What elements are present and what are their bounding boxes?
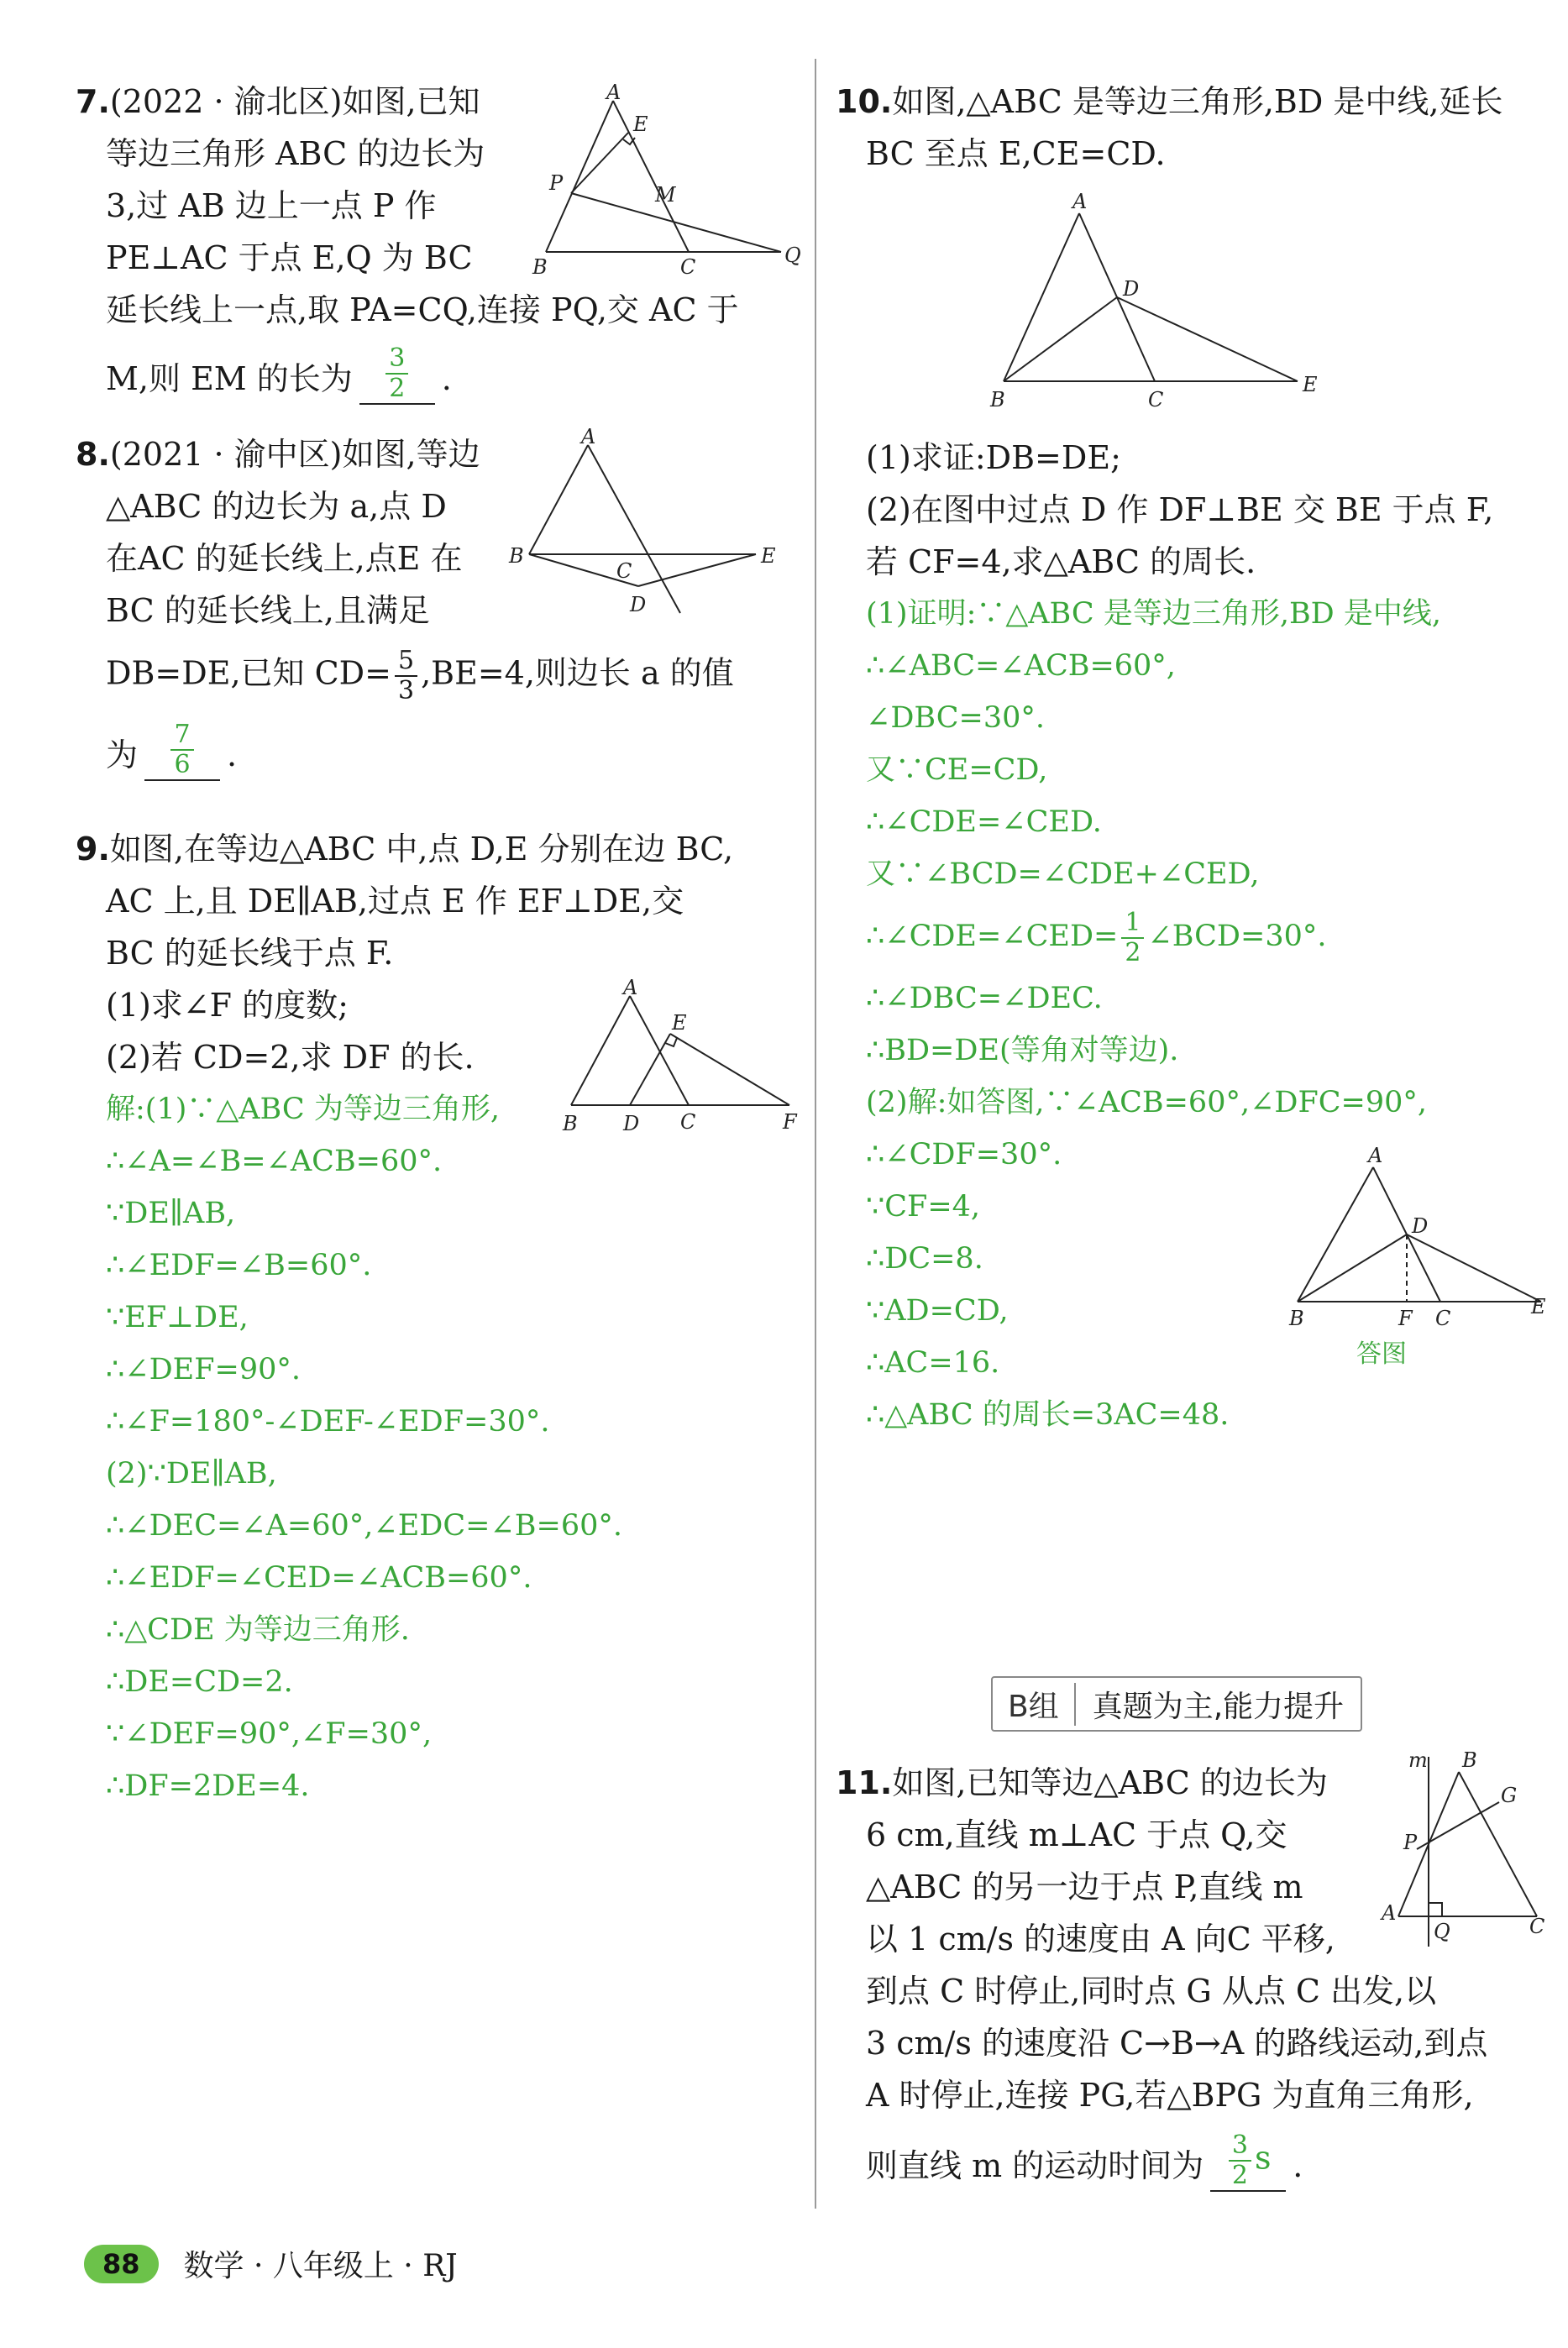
answer-line: ∴∠CDF=30°. xyxy=(866,1138,1062,1171)
cd-fraction: $\frac{5}{3}$ xyxy=(395,647,417,705)
answer-line: ∴∠CDE=∠CED= $\frac{1}{2}$ ∠BCD=30°. xyxy=(866,907,1327,967)
question-8: 8.(2021 · 渝中区)如图,等边 △ABC 的边长为 a,点 D 在AC 的延长线上,点E 在 BC 的延长线上,且满足 DB=DE,已知 CD= $\frac{5}{3}$ ,BE=4,则边长 a 的值 为 $\frac{7}{6}$ . A B C D E xyxy=(76,428,798,823)
label-P: P xyxy=(549,171,564,195)
answer-line: ∴∠ABC=∠ACB=60°, xyxy=(866,649,1176,683)
label-B: B xyxy=(1462,1748,1477,1772)
figure-q9 xyxy=(563,976,806,1147)
answer-line: ∵AD=CD, xyxy=(866,1294,1009,1328)
answer-line: ∵EF⊥DE, xyxy=(106,1301,249,1334)
label-M: M xyxy=(655,183,676,207)
half-fraction: $\frac{1}{2}$ xyxy=(1121,909,1144,967)
label-A: A xyxy=(623,976,638,999)
page-footer xyxy=(84,2242,458,2285)
answer-line: ∴∠A=∠B=∠ACB=60°. xyxy=(106,1145,443,1178)
answer-line: ∴△ABC 的周长=3AC=48. xyxy=(866,1398,1230,1432)
answer-line: (2)解:如答图,∵∠ACB=60°,∠DFC=90°, xyxy=(866,1086,1428,1119)
label-D: D xyxy=(1123,277,1140,301)
label-Q: Q xyxy=(784,244,801,267)
answer-line: ∵DE∥AB, xyxy=(106,1197,236,1230)
column-divider xyxy=(815,59,816,2209)
figure-q10-answer xyxy=(1264,1134,1546,1386)
answer-line: 解:(1)∵△ABC 为等边三角形, xyxy=(106,1093,500,1126)
question-9: 9.如图,在等边△ABC 中,点 D,E 分别在边 BC, AC 上,且 DE∥AB,过点 E 作 EF⊥DE,交 BC 的延长线于点 F. (1)求∠F 的度数; (2)若 CD=2,求 DF 的长. 解:(1)∵△ABC 为等边三角形, ∴∠A=∠B=∠ACB=60°. ∵DE∥AB, ∴∠EDF=∠B=60°. ∵EF⊥DE, ∴∠DEF=90°. ∴∠F=180°-∠DEF-∠EDF=30°. (2)∵DE∥AB, ∴∠DEC=∠A=60°,∠EDC=∠B=60°. ∴∠EDF=∠CED=∠ACB=60°. ∴△CDE 为等边三角形. ∴DE=CD=2. ∵∠DEF=90°,∠F=30°, ∴DF=2DE=4. A E B D C F xyxy=(76,823,798,1812)
label-E: E xyxy=(761,544,776,568)
label-D: D xyxy=(630,593,647,616)
answer-line: ∴∠EDF=∠B=60°. xyxy=(106,1249,372,1282)
label-C: C xyxy=(616,559,632,583)
label-E: E xyxy=(672,1011,687,1035)
answer-line: ∴∠DEF=90°. xyxy=(106,1353,301,1386)
label-D: D xyxy=(1412,1214,1429,1238)
answer-line: ∴DF=2DE=4. xyxy=(106,1769,310,1803)
answer-line: ∠DBC=30°. xyxy=(866,701,1046,735)
answer-line: ∵CF=4, xyxy=(866,1190,981,1224)
right-column xyxy=(836,76,1546,1441)
label-A: A xyxy=(1382,1901,1397,1925)
answer-blank: $\frac{3}{2}$ s xyxy=(1210,2131,1286,2192)
label-E: E xyxy=(1303,373,1318,396)
answer-figure-caption: 答图 xyxy=(1356,1339,1407,1369)
label-C: C xyxy=(680,255,696,279)
left-column xyxy=(76,76,801,1812)
figure-q11 xyxy=(1382,1748,1545,1950)
answer-line: ∴AC=16. xyxy=(866,1346,1000,1380)
question-number: 11. xyxy=(836,1764,893,1801)
figure-q10 xyxy=(987,180,1348,423)
label-B: B xyxy=(1289,1307,1304,1330)
answer-line: ∴∠DBC=∠DEC. xyxy=(866,982,1103,1015)
answer-blank xyxy=(144,721,220,781)
label-C: C xyxy=(1529,1915,1545,1938)
question-number: 10. xyxy=(836,83,893,120)
figure-q8 xyxy=(504,425,806,630)
answer-blank xyxy=(359,344,435,405)
label-B: B xyxy=(990,388,1005,411)
label-D: D xyxy=(623,1112,640,1135)
label-Q: Q xyxy=(1434,1920,1450,1943)
answer-fraction: $\frac{7}{6}$ xyxy=(170,721,193,779)
label-E: E xyxy=(1531,1295,1546,1318)
label-A: A xyxy=(1072,190,1088,213)
footer-text: 数学 · 八年级上 · RJ xyxy=(183,2249,458,2283)
label-m: m xyxy=(1408,1748,1428,1772)
answer-line: ∴BD=DE(等角对等边). xyxy=(866,1034,1179,1067)
label-F: F xyxy=(1398,1307,1413,1330)
label-A: A xyxy=(1368,1144,1383,1167)
label-C: C xyxy=(1435,1307,1451,1330)
label-B: B xyxy=(532,255,548,279)
answer-line: ∴∠F=180°-∠DEF-∠EDF=30°. xyxy=(106,1405,550,1439)
label-C: C xyxy=(1148,388,1164,411)
label-B: B xyxy=(509,544,524,568)
group-b-label: B组 真题为主,能力提升 xyxy=(991,1676,1362,1732)
answer-line: (1)证明:∵△ABC 是等边三角形,BD 是中线, xyxy=(866,597,1441,631)
page-number-badge: 88 xyxy=(84,2245,159,2283)
answer-fraction: $\frac{3}{2}$ xyxy=(1229,2131,1251,2190)
label-A: A xyxy=(581,425,596,448)
label-E: E xyxy=(633,113,648,136)
answer-line: ∴DE=CD=2. xyxy=(106,1665,293,1699)
answer-line: ∴∠DEC=∠A=60°,∠EDC=∠B=60°. xyxy=(106,1509,622,1543)
answer-line: 又∵∠BCD=∠CDE+∠CED, xyxy=(866,857,1260,891)
question-number: 9. xyxy=(76,831,110,867)
label-F: F xyxy=(783,1110,797,1134)
question-number: 8. xyxy=(76,436,110,473)
answer-line: ∴DC=8. xyxy=(866,1242,983,1276)
question-10: 10.如图,△ABC 是等边三角形,BD 是中线,延长 BC 至点 E,CE=CD. A D B C E (1)求证:DB=DE; (2)在图中过点 D 作 DF⊥BE 交 BE 于点 F, 若 CF=4,求△ABC 的周长. (1)证明:∵△ABC 是等边三角形,BD 是中线, ∴∠ABC=∠ACB=60°, ∠DBC=30°. 又∵CE=CD, ∴∠CDE=∠CED. 又∵∠BCD=∠CDE+∠CED, ∴∠CDE=∠CED= $\frac{1}{2}$ ∠BCD=30°. ∴∠DBC=∠DEC. ∴BD=DE(等角对等边). (2)解:如答图,∵∠ACB=60°,∠DFC=90°, ∴∠CDF=30°. ∵CF=4, ∴DC=8. ∵AD=CD, ∴AC=16. ∴△ABC 的周长=3AC=48. A D B F C E 答图 xyxy=(836,76,1541,1441)
label-G: G xyxy=(1501,1784,1518,1807)
question-11: 11.如图,已知等边△ABC 的边长为 6 cm,直线 m⊥AC 于点 Q,交 △ABC 的另一边于点 P,直线 m 以 1 cm/s 的速度由 A 向C 平移, 到点 C 时停止,同时点 G 从点 C 出发,以 3 cm/s 的速度沿 C→B→A 的路线运动,到点 A 时停止,连接 PG,若△BPG 为直角三角形, 则直线 m 的运动时间为 $\frac{3}{2}$ s . m B G P A Q C xyxy=(836,1748,1545,2190)
answer-line: ∴△CDE 为等边三角形. xyxy=(106,1613,410,1647)
question-number: 7. xyxy=(76,83,110,120)
label-C: C xyxy=(680,1110,696,1134)
answer-line: ∵∠DEF=90°,∠F=30°, xyxy=(106,1717,433,1751)
question-7: 7.(2022 · 渝北区)如图,已知 等边三角形 ABC 的边长为 3,过 AB 边上一点 P 作 PE⊥AC 于点 E,Q 为 BC 延长线上一点,取 PA=CQ,连接 PQ,交 AC 于 M,则 EM 的长为 $\frac{3}{2}$ . A E P M B C Q xyxy=(76,76,798,428)
label-P: P xyxy=(1403,1831,1418,1854)
figure-q10-area xyxy=(836,180,1541,432)
answer-line: 又∵CE=CD, xyxy=(866,753,1048,787)
label-A: A xyxy=(606,81,621,104)
answer-line: (2)∵DE∥AB, xyxy=(106,1457,277,1491)
answer-line: ∴∠EDF=∠CED=∠ACB=60°. xyxy=(106,1561,532,1595)
figure-q7 xyxy=(529,81,806,279)
answer-fraction: $\frac{3}{2}$ xyxy=(385,344,408,403)
label-B: B xyxy=(563,1112,578,1135)
answer-line: ∴∠CDE=∠CED. xyxy=(866,805,1102,839)
